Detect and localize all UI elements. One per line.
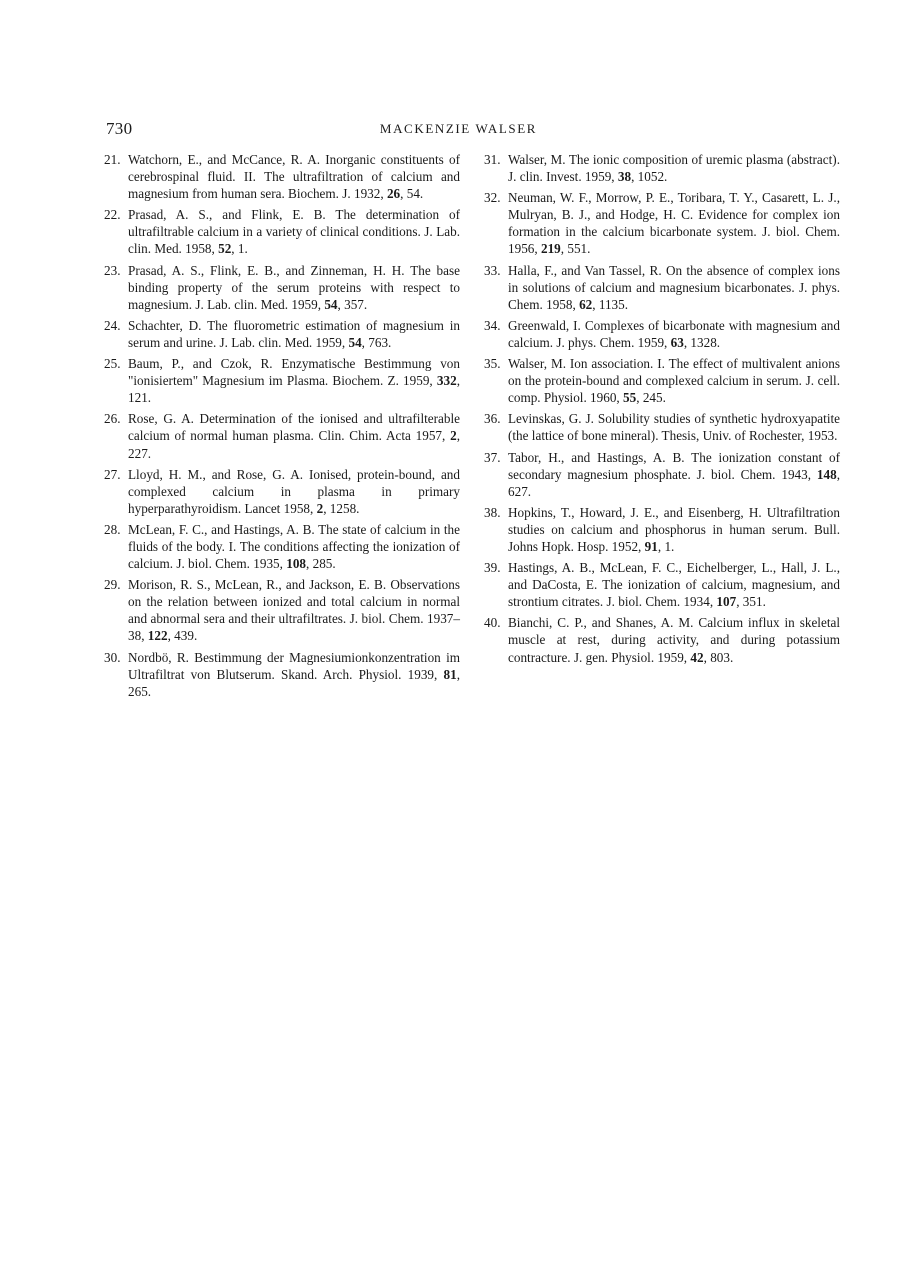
reference-volume: 38 <box>617 169 632 185</box>
reference-number: 27. <box>104 466 121 482</box>
reference-column-left <box>104 151 460 704</box>
reference-text <box>128 649 460 700</box>
reference-text <box>128 317 460 351</box>
reference-pages: , 439. <box>167 628 198 644</box>
reference-column-right <box>484 151 840 670</box>
reference-text <box>128 410 460 461</box>
reference-citation: Baum, P., and Czok, R. Enzymatische Bestimmung von "ionisiertem" Magnesium im Plasma. Biochem. Z. 1959, <box>128 356 460 389</box>
reference-pages: , 227. <box>128 428 460 461</box>
reference-entry <box>104 521 460 572</box>
reference-citation: Bianchi, C. P., and Shanes, A. M. Calcium influx in skeletal muscle at rest, during activity, and during potassium contracture. J. gen. Physiol. 1959, <box>508 615 840 665</box>
reference-volume: 55 <box>623 390 637 406</box>
reference-pages: , 265. <box>128 666 460 699</box>
reference-citation: Morison, R. S., McLean, R., and Jackson, E. B. Observations on the relation between ionized and total calcium in normal and abnormal sera and their ultrafiltrates. J. biol. Chem. 1937–38, <box>128 577 460 644</box>
reference-number: 35. <box>484 356 501 372</box>
reference-volume: 54 <box>324 296 338 312</box>
reference-number: 32. <box>484 190 501 206</box>
reference-citation: Hopkins, T., Howard, J. E., and Eisenberg, H. Ultrafiltration studies on calcium and phosphorus in human serum. Bull. Johns Hopk. Hosp. 1952, <box>508 504 840 554</box>
reference-citation: Halla, F., and Van Tassel, R. On the absence of complex ions in solutions of calcium and magnesium bicarbonates. J. phys. Chem. 1958, <box>508 262 840 312</box>
reference-volume: 108 <box>286 556 307 572</box>
reference-volume: 91 <box>644 538 658 554</box>
reference-volume: 26 <box>386 186 401 202</box>
reference-citation: Prasad, A. S., Flink, E. B., and Zinneman, H. H. The base binding property of the serum proteins with respect to magnesium. J. Lab. clin. Med. 1959, <box>128 262 460 312</box>
reference-pages: , 1. <box>657 538 675 554</box>
reference-entry <box>104 206 460 257</box>
reference-citation: Neuman, W. F., Morrow, P. E., Toribara, T. Y., Casarett, L. J., Mulryan, B. J., and Hodge, H. C. Evidence for complex ion formation in the calcium bicarbonate system. J. biol. Chem. 1956, <box>508 190 840 257</box>
reference-number: 28. <box>104 521 121 537</box>
reference-number: 31. <box>484 152 501 167</box>
reference-pages: , 285. <box>306 556 336 572</box>
reference-number: 26. <box>104 411 121 427</box>
reference-text <box>508 504 840 555</box>
reference-number: 33. <box>484 262 501 278</box>
reference-text <box>128 576 460 644</box>
reference-text <box>128 262 460 313</box>
reference-volume: 81 <box>443 666 457 682</box>
reference-citation: Tabor, H., and Hastings, A. B. The ionization constant of secondary magnesium phosphate. J. biol. Chem. 1943, <box>508 449 840 482</box>
reference-volume: 52 <box>218 241 232 257</box>
reference-pages: , 121. <box>128 373 460 406</box>
reference-number: 38. <box>484 504 501 520</box>
reference-number: 39. <box>484 560 501 576</box>
reference-volume: 54 <box>348 334 362 350</box>
reference-volume: 219 <box>540 241 561 257</box>
running-head: MACKENZIE WALSER <box>379 121 538 136</box>
reference-citation: McLean, F. C., and Hastings, A. B. The state of calcium in the fluids of the body. I. The conditions affecting the ionization of calcium. J. biol. Chem. 1935, <box>128 521 460 572</box>
reference-entry <box>484 151 840 185</box>
reference-entry <box>484 504 840 555</box>
reference-number: 22. <box>104 207 121 223</box>
reference-text <box>128 521 460 572</box>
reference-number: 30. <box>104 649 121 665</box>
reference-text <box>128 151 460 202</box>
reference-citation: Prasad, A. S., and Flink, E. B. The determination of ultrafiltrable calcium in a variety of clinical conditions. J. Lab. clin. Med. 1958, <box>128 207 460 257</box>
reference-entry <box>484 262 840 313</box>
reference-entry <box>104 576 460 644</box>
reference-citation: Levinskas, G. J. Solubility studies of synthetic hydroxyapatite (the lattice of bone mineral). Thesis, Univ. of Rochester, 1953. <box>508 411 840 444</box>
reference-volume: 122 <box>147 628 168 644</box>
reference-citation: Rose, G. A. Determination of the ionised and ultrafilterable calcium of normal human plasma. Clin. Chim. Acta 1957, <box>128 411 460 444</box>
reference-entry <box>104 649 460 700</box>
reference-entry <box>484 449 840 500</box>
reference-pages: , 1135. <box>592 296 629 312</box>
reference-entry <box>104 410 460 461</box>
reference-entry <box>104 355 460 406</box>
reference-number: 23. <box>104 262 121 278</box>
reference-volume: 332 <box>436 373 457 389</box>
reference-text <box>508 262 840 313</box>
reference-pages: , 1258. <box>323 500 360 516</box>
reference-entry <box>484 189 840 257</box>
reference-citation: Watchorn, E., and McCance, R. A. Inorganic constituents of cerebrospinal fluid. II. The ultrafiltration of calcium and magnesium from human sera. Biochem. J. 1932, <box>128 152 460 202</box>
reference-citation: Nordbö, R. Bestimmung der Magnesiumionkonzentration im Ultrafiltrat von Blutserum. Skand. Arch. Physiol. 1939, <box>128 649 460 682</box>
reference-number: 40. <box>484 615 501 631</box>
reference-number: 34. <box>484 317 501 333</box>
reference-pages: , 245. <box>636 390 666 406</box>
reference-text <box>508 449 840 500</box>
reference-citation: Lloyd, H. M., and Rose, G. A. Ionised, protein-bound, and complexed calcium in plasma in primary hyperparathyroidism. Lancet 1958, <box>128 466 460 516</box>
reference-entry <box>484 410 840 444</box>
reference-pages: , 1052. <box>631 169 668 185</box>
reference-pages: , 803. <box>703 649 734 665</box>
reference-number: 24. <box>104 317 121 333</box>
reference-text <box>508 355 840 406</box>
reference-volume: 2 <box>450 428 457 444</box>
reference-entry <box>484 614 840 665</box>
reference-text <box>128 206 460 257</box>
reference-text <box>508 151 840 185</box>
reference-text <box>508 317 840 351</box>
reference-entry <box>104 151 460 202</box>
reference-volume: 63 <box>670 334 684 350</box>
reference-citation: Hastings, A. B., McLean, F. C., Eichelberger, L., Hall, J. L., and DaCosta, E. The ionization of calcium, magnesium, and strontium citrates. J. biol. Chem. 1934, <box>508 560 840 610</box>
reference-text <box>508 614 840 665</box>
reference-text <box>128 355 460 406</box>
reference-entry <box>484 317 840 351</box>
reference-text <box>508 559 840 610</box>
reference-volume: 62 <box>579 296 593 312</box>
reference-pages: , 763. <box>361 334 392 350</box>
reference-pages: , 551. <box>560 241 591 257</box>
reference-text <box>508 189 840 257</box>
reference-pages: , 351. <box>736 594 766 610</box>
reference-volume: 148 <box>816 466 837 482</box>
reference-entry <box>104 466 460 517</box>
reference-entry <box>104 317 460 351</box>
reference-citation: Walser, M. Ion association. I. The effect of multivalent anions on the protein-bound and complexed calcium in serum. J. cell. comp. Physiol. 1960, <box>508 356 840 406</box>
reference-entry <box>484 559 840 610</box>
reference-citation: Schachter, D. The fluorometric estimation of magnesium in serum and urine. J. Lab. clin. Med. 1959, <box>128 317 460 350</box>
reference-citation: Greenwald, I. Complexes of bicarbonate with magnesium and calcium. J. phys. Chem. 1959, <box>508 317 840 350</box>
reference-volume: 42 <box>690 649 704 665</box>
reference-number: 37. <box>484 449 501 465</box>
reference-number: 25. <box>104 356 121 372</box>
reference-number: 29. <box>104 577 121 593</box>
reference-pages: , 627. <box>508 466 840 499</box>
reference-number: 36. <box>484 411 501 427</box>
reference-entry <box>104 262 460 313</box>
reference-pages: , 54. <box>400 186 424 202</box>
reference-number: 21. <box>104 152 121 167</box>
reference-volume: 2 <box>316 500 324 516</box>
reference-pages: , 1. <box>231 241 248 257</box>
reference-entry <box>484 355 840 406</box>
reference-pages: , 357. <box>337 296 368 312</box>
page-number: 730 <box>106 119 133 138</box>
reference-volume: 107 <box>716 594 737 610</box>
reference-citation: Walser, M. The ionic composition of uremic plasma (abstract). J. clin. Invest. 1959, <box>508 152 840 185</box>
reference-text <box>128 466 460 517</box>
reference-pages: , 1328. <box>683 334 721 350</box>
reference-text <box>508 410 840 444</box>
